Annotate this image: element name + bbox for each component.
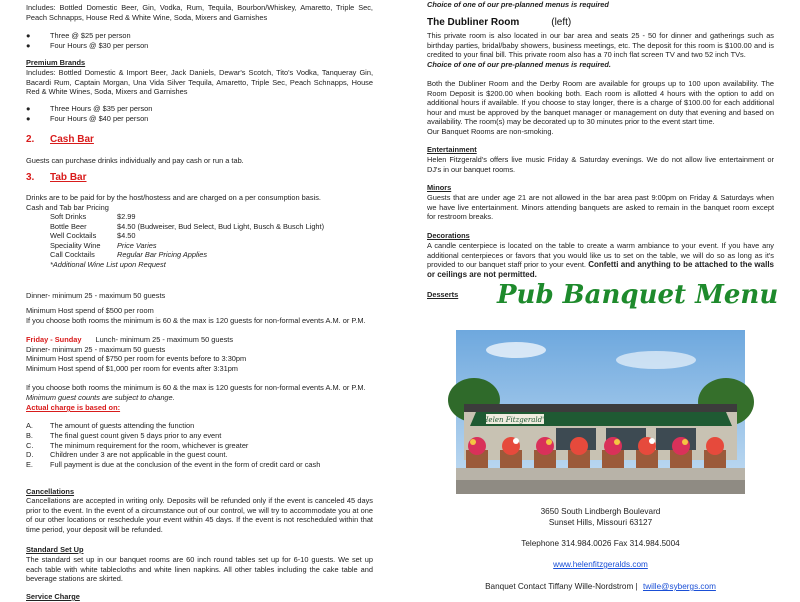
premium-option-2: ● Four Hours @ $40 per person bbox=[26, 114, 149, 123]
sign-text: Helen Fitzgerald's bbox=[482, 416, 548, 424]
standard-option-1: ● Three @ $25 per person bbox=[26, 31, 131, 40]
website-link-wrap bbox=[427, 560, 774, 570]
pricing-row: Speciality Wine Price Varies bbox=[50, 240, 157, 250]
both-rooms-1: If you choose both rooms the minimum is 60 & the max is 120 guests for non-formal events A.M. or P.M. bbox=[26, 316, 366, 325]
setup-text: The standard set up in our banquet rooms are 60 inch round tables set up for 6-10 guests. We set up each table with white tablecloths and white linen napkins. All other tables including the cake table and beverage stations are skirted. bbox=[26, 555, 373, 584]
pricing-row: Soft Drinks $2.99 bbox=[50, 212, 136, 221]
subject-change: Minimum guest counts are subject to change. bbox=[26, 393, 175, 402]
pricing-row: Well Cocktails $4.50 bbox=[50, 231, 136, 241]
premium-option-1: ● Three Hours @ $35 per person bbox=[26, 104, 153, 113]
restaurant-photo bbox=[456, 330, 745, 494]
dubliner-title: The Dubliner Room (left) bbox=[427, 17, 572, 28]
dubliner-text: This private room is also located in our bar area and seats 25 - 50 for dinner and gatherings such as birthday parties, bridal/baby showers, business meetings, etc. The deposit for this room is $100.00 and is credited to your final bill. This private room also has a 70 inch flat screen TV and two 52 inch TVs. bbox=[427, 31, 774, 60]
decorations-title: Decorations bbox=[427, 231, 470, 240]
dinner-line: Dinner- minimum 25 - maximum 50 guests bbox=[26, 345, 166, 354]
standard-includes: Includes: Bottled Domestic Beer, Gin, Vodka, Rum, Tequila, Bourbon/Whiskey, Amaretto, Triple Sec, Peach Schnapps, House Red & White Wine, Soda, Mixers and Garnishes bbox=[26, 3, 373, 22]
both-rooms-text: Both the Dubliner Room and the Derby Room are available for groups up to 100 upon availability. The Room Deposit is $200.00 when booking both. Each room is allotted 4 hours with the option to add on additional hours if available. If you choose to stay longer, there is a charge of $100.00 for each additional hour and must be approved by the banquet manager or management on duty that evening and based on availability. The room(s) may be decorated up to 30 minutes prior to the event start time. bbox=[427, 79, 774, 127]
charge-item: A. The amount of guests attending the function bbox=[26, 421, 195, 430]
minors-title: Minors bbox=[427, 183, 452, 192]
non-smoking: Our Banquet Rooms are non-smoking. bbox=[427, 127, 554, 136]
setup-title: Standard Set Up bbox=[26, 545, 84, 554]
pricing-title: Cash and Tab bar Pricing bbox=[26, 203, 109, 212]
minors-text: Guests that are under age 21 are not allowed in the bar area past 9:00pm on Friday & Saturdays when we have live entertainment. Minors attending banquets are asked to remain in the banquet room except for restroom breaks. bbox=[427, 193, 774, 222]
menu-banner: Pub Banquet Menu bbox=[497, 280, 779, 310]
banquet-contact: Banquet Contact Tiffany Wille-Nordstrom | twille@sybergs.com bbox=[485, 582, 716, 591]
restaurant-illustration bbox=[456, 330, 745, 494]
entertainment-text: Helen Fitzgerald's offers live music Friday & Saturday evenings. We do not allow live entertainment or DJ's in our banquet rooms. bbox=[427, 155, 774, 174]
min-host-500: Minimum Host spend of $500 per room bbox=[26, 306, 154, 315]
premium-title: Premium Brands bbox=[26, 58, 86, 67]
cancellations-title: Cancellations bbox=[26, 487, 75, 496]
fri-sun-line: Friday - Sunday Lunch- minimum 25 - maximum 50 guests bbox=[26, 335, 234, 344]
entertainment-title: Entertainment bbox=[427, 145, 477, 154]
choice-required-top: Choice of one of our pre-planned menus is required bbox=[427, 0, 609, 9]
charge-item: B. The final guest count given 5 days prior to any event bbox=[26, 431, 222, 440]
charge-item: E. Full payment is due at the conclusion of the event in the form of credit card or cash bbox=[26, 460, 321, 469]
decorations-bold-note: Confetti and anything to be attached to the walls or ceilings are not permitted. bbox=[427, 260, 774, 279]
charge-item: C. The minimum requirement for the room, whichever is greater bbox=[26, 441, 249, 450]
website-link[interactable]: www.helenfitzgeralds.com bbox=[553, 560, 648, 569]
min-750: Minimum Host spend of $750 per room for events before to 3:30pm bbox=[26, 354, 247, 363]
tab-bar-heading: 3. Tab Bar bbox=[26, 172, 87, 183]
dinner-cut-line: Dinner- minimum 25 - maximum 50 guests bbox=[26, 291, 166, 300]
min-1000: Minimum Host spend of $1,000 per room for events after 3:31pm bbox=[26, 364, 238, 373]
both-rooms-2: If you choose both rooms the minimum is 60 & the max is 120 guests for non-formal events A.M. or P.M. bbox=[26, 383, 366, 392]
premium-includes: Includes: Bottled Domestic & Import Beer, Jack Daniels, Dewar's Scotch, Tito's Vodka, Tanqueray Gin, Bacardi Rum, Captain Morgan, Una Vida Silver Tequila, Amaretto, Triple Sec, Peach Schnapps, House Red & White Wines, Soda, Mixers and Garnishes bbox=[26, 68, 373, 97]
pricing-row: Bottle Beer $4.50 (Budweiser, Bud Select, Bud Light, Busch & Busch Light) bbox=[50, 221, 325, 231]
desserts-title: Desserts bbox=[427, 290, 459, 299]
wine-note: *Additional Wine List upon Request bbox=[50, 259, 166, 269]
choice-required-2: Choice of one of our pre-planned menus is required. bbox=[427, 60, 611, 69]
address-line-1: 3650 South Lindbergh Boulevard bbox=[540, 507, 661, 516]
actual-charge: Actual charge is based on: bbox=[26, 403, 121, 412]
service-title: Service Charge bbox=[26, 592, 80, 601]
pricing-table bbox=[26, 212, 373, 270]
pricing-row: Call Cocktails Regular Bar Pricing Applies bbox=[50, 250, 208, 260]
phone-fax: Telephone 314.984.0026 Fax 314.984.5004 bbox=[521, 539, 680, 548]
standard-option-2: ● Four Hours @ $30 per person bbox=[26, 41, 149, 50]
cancellations-text: Cancellations are accepted in writing only. Deposits will be refunded only if the event is canceled 45 days prior to the event. In the event of a circumstance out of our control, we will try to accommodate you at one of our other locations or reschedule your event within 45 days. If the event is not rescheduled within that time period, your deposit will be refunded. bbox=[26, 496, 373, 534]
address-line-2: Sunset Hills, Missouri 63127 bbox=[548, 518, 653, 527]
tab-bar-text: Drinks are to be paid for by the host/hostess and are charged on a per consumption basis. bbox=[26, 193, 321, 202]
cash-bar-text: Guests can purchase drinks individually and pay cash or run a tab. bbox=[26, 156, 244, 165]
decorations-text: A candle centerpiece is located on the table to create a warm ambiance to your event. If you have any additional centerpieces or favors that you would like us to set on the table, we will do so as long as it's provided to our banquet staff prior to your event. Confetti and anything to be attached to the walls or ceilings are not permitted. bbox=[427, 241, 774, 279]
cash-bar-heading: 2. Cash Bar bbox=[26, 134, 94, 145]
contact-email-link[interactable]: twille@sybergs.com bbox=[642, 582, 716, 591]
charge-item: D. Children under 3 are not applicable in the guest count. bbox=[26, 450, 228, 459]
